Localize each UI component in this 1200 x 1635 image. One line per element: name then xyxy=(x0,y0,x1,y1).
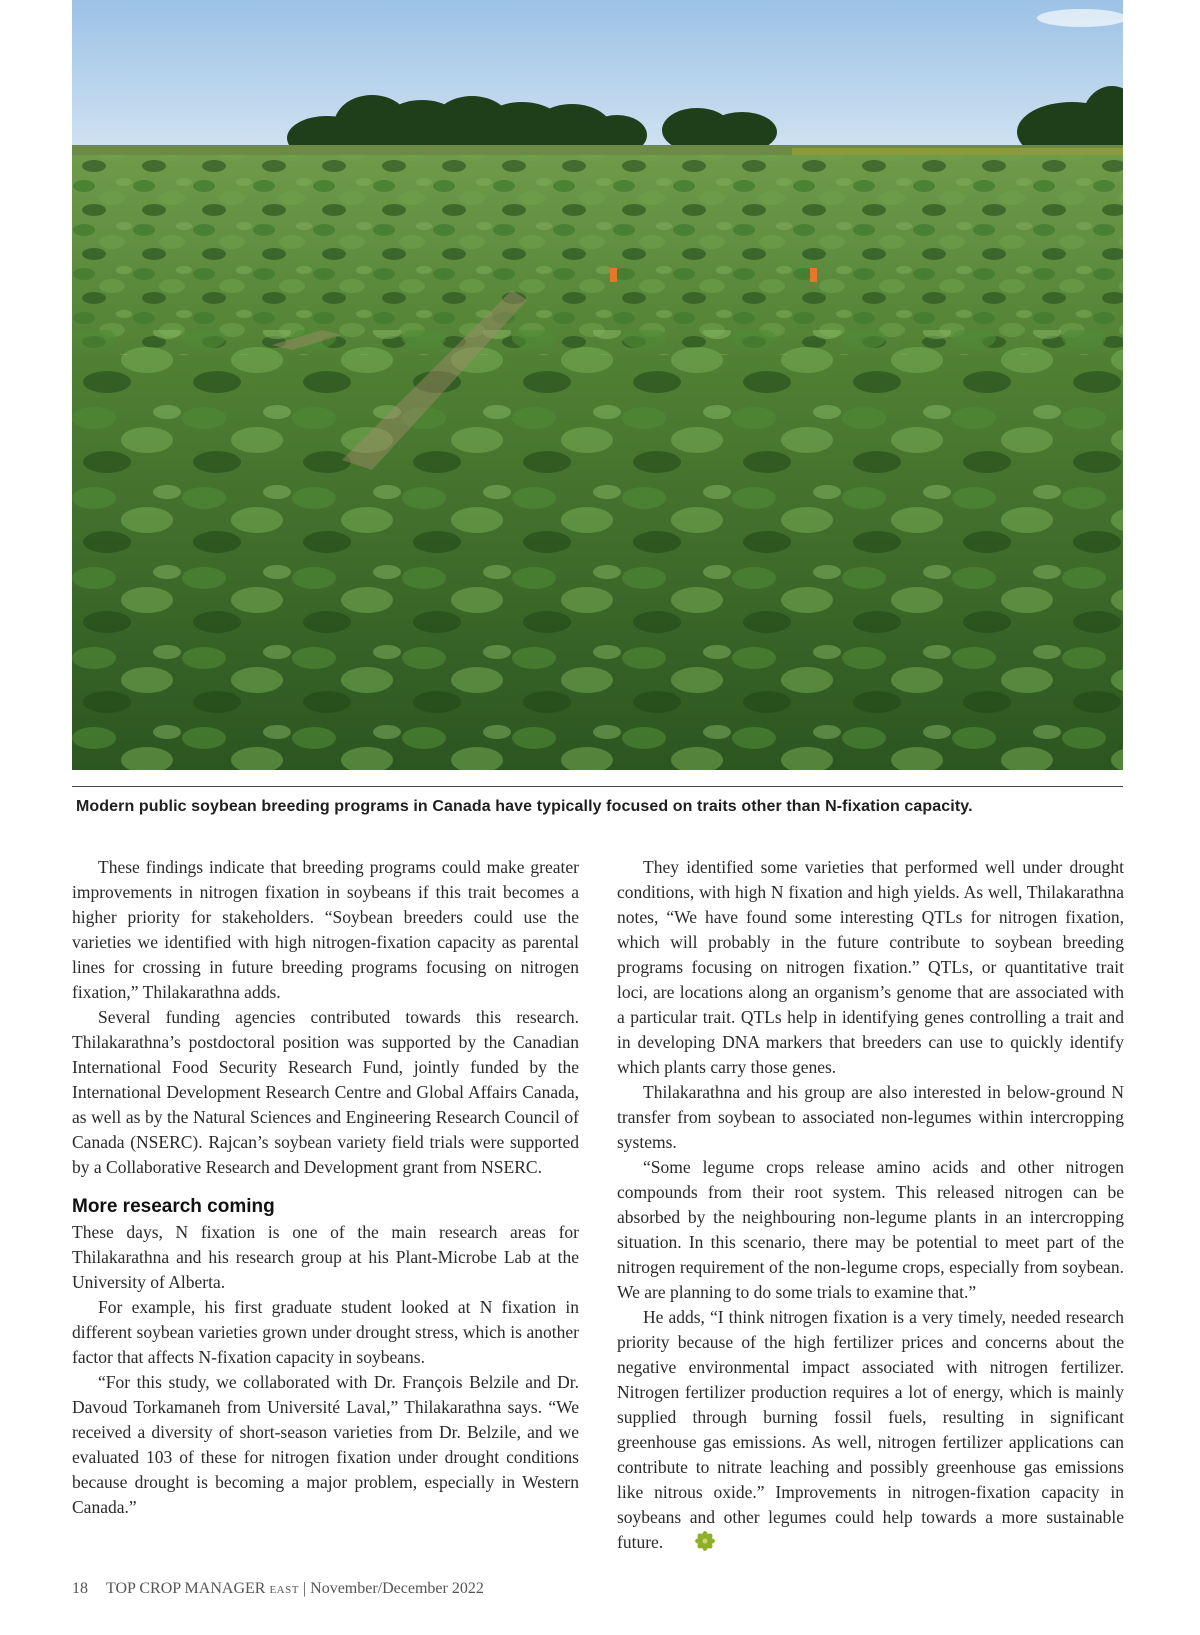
folio-separator: | xyxy=(302,1580,307,1597)
photo-caption: Modern public soybean breeding programs in Canada have typically focused on traits other than N-fixation capacity. xyxy=(76,798,973,815)
soybean-field-photo xyxy=(72,0,1123,770)
body-paragraph: They identified some varieties that performed well under drought conditions, with high N fixation and high yields. As well, Thilakarathna notes, “We have found some interesting QTLs for nitrogen fixation, which will probably in the future contribute to soybean breeding programs focusing on nitrogen fixation.” QTLs, or quantitative trait loci, are locations along an organism’s genome that are associated with a particular trait. QTLs help in identifying genes controlling a trait and in developing DNA markers that breeders can use to quickly identify which plants carry those genes. xyxy=(617,857,1124,1077)
left-column xyxy=(72,855,579,1520)
right-column xyxy=(617,855,1124,1555)
body-paragraph: “For this study, we collaborated with Dr. François Belzile and Dr. Davoud Torkamaneh from Université Laval,” Thilakarathna says. “We received a diversity of short-season varieties from Dr. Belzile, and we evaluated 103 of these for nitrogen fixation under drought conditions because drought is becoming a major problem, especially in Western Canada.” xyxy=(72,1372,579,1517)
section-heading: More research coming xyxy=(72,1196,275,1217)
leaf-end-mark-icon xyxy=(669,1531,689,1551)
issue-date: November/December 2022 xyxy=(310,1580,484,1597)
body-paragraph: These days, N fixation is one of the main research areas for Thilakarathna and his research group at his Plant-Microbe Lab at the University of Alberta. xyxy=(72,1222,579,1292)
body-paragraph: “Some legume crops release amino acids and other nitrogen compounds from their root system. This released nitrogen can be absorbed by the neighbouring non-legume plants in an intercropping situation. In this scenario, there may be potential to meet part of the nitrogen requirement of the non-legume crops, especially from soybean. We are planning to do some trials to examine that.” xyxy=(617,1157,1124,1302)
page-folio xyxy=(72,1580,484,1598)
body-paragraph: These findings indicate that breeding programs could make greater improvements in nitrogen fixation in soybeans if this trait becomes a higher priority for stakeholders. “Soybean breeders could use the varieties we identified with high nitrogen-fixation capacity as parental lines for crossing in future breeding programs focusing on nitrogen fixation,” Thilakarathna adds. xyxy=(72,857,579,1002)
page-number: 18 xyxy=(72,1580,88,1597)
edition-label: EAST xyxy=(269,1584,299,1596)
body-paragraph-final xyxy=(617,1305,1124,1555)
body-paragraph: Several funding agencies contributed towards this research. Thilakarathna’s postdoctoral position was supported by the Canadian International Food Security Research Fund, jointly funded by the International Development Research Centre and Global Affairs Canada, as well as by the Natural Sciences and Engineering Research Council of Canada (NSERC). Rajcan’s soybean variety field trials were supported by a Collaborative Research and Development grant from NSERC. xyxy=(72,1007,579,1177)
magazine-name: TOP CROP MANAGER xyxy=(106,1580,266,1597)
body-paragraph: For example, his first graduate student looked at N fixation in different soybean varieties grown under drought stress, which is another factor that affects N-fixation capacity in soybeans. xyxy=(72,1297,579,1367)
body-paragraph: Thilakarathna and his group are also interested in below-ground N transfer from soybean to associated non-legumes within intercropping systems. xyxy=(617,1082,1124,1152)
caption-rule xyxy=(72,786,1123,787)
body-paragraph-text: He adds, “I think nitrogen fixation is a very timely, needed research priority because of the high fertilizer prices and concerns about the negative environmental impact associated with nitrogen fertilizer. Nitrogen fertilizer production requires a lot of energy, which is mainly supplied through burning fossil fuels, resulting in significant greenhouse gas emissions. As well, nitrogen fertilizer applications can contribute to nitrate leaching and possibly greenhouse gas emissions like nitrous oxide.” Improvements in nitrogen-fixation capacity in soybeans and other legumes could help towards a more sustainable future. xyxy=(617,1307,1124,1552)
